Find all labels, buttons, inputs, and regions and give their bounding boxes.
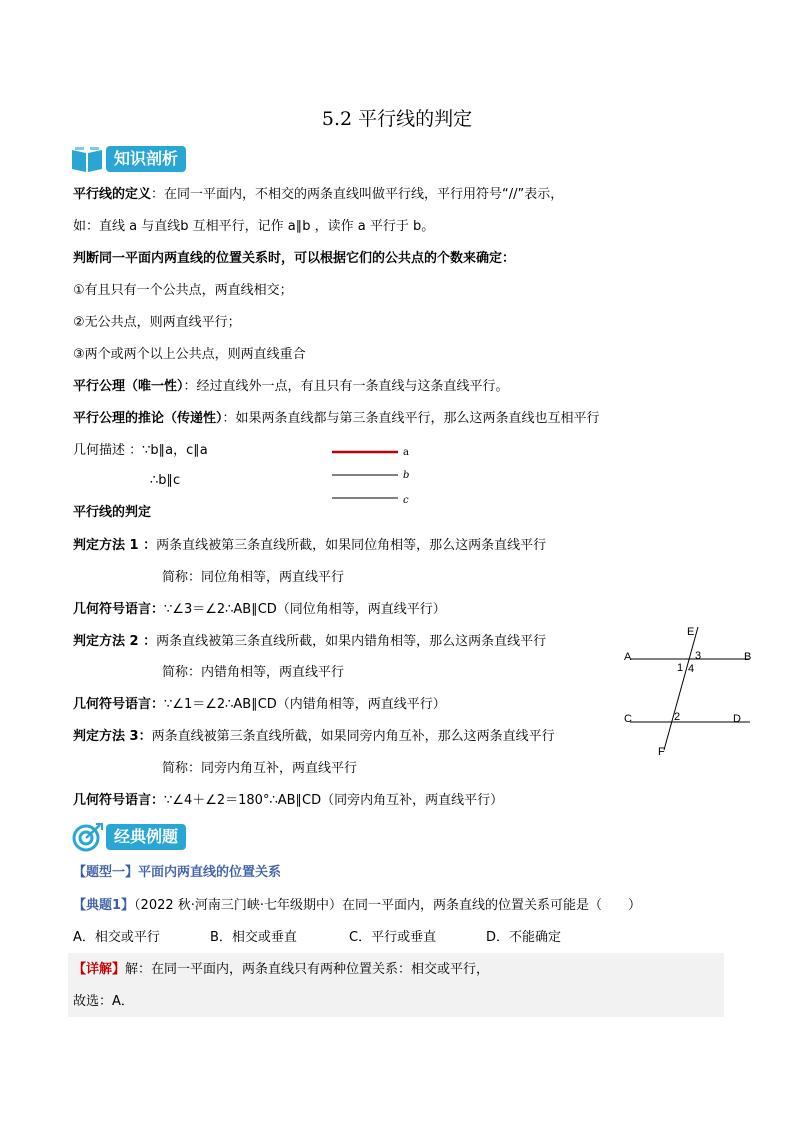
answer-choice: 故选：A． [73,994,134,1009]
book-icon [70,144,104,174]
judge-intro: 判断同一平面内两直线的位置关系时，可以根据它们的公共点的个数来确定： [73,251,516,266]
label-d: D [733,713,741,725]
list-item: ②无公共点，则两直线平行； [73,315,241,330]
label-e: E [687,626,695,638]
label-a: a [403,447,409,458]
list-item: ①有且只有一个公共点，两直线相交； [73,283,293,298]
option-c: C．平行或垂直 [349,930,437,945]
question-1: 【典题1】（2022 秋·河南三门峡·七年级期中）在同一平面内，两条直线的位置关系可能是（ ） [73,898,642,913]
method-1-short: 简称：同位角相等，两直线平行 [162,570,345,585]
option-b: B．相交或垂直 [210,930,297,945]
option-d: D．不能确定 [486,930,562,945]
answer-line: 【详解】解：在同一平面内，两条直线只有两种位置关系：相交或平行， [73,962,490,977]
axiom-line: 平行公理（唯一性）：经过直线外一点，有且只有一条直线与这条直线平行。 [73,379,509,394]
question-type: 【题型一】平面内两直线的位置关系 [73,865,282,880]
label-b: b [403,470,410,481]
label-1: 1 [677,662,684,674]
definition-line: 平行线的定义：在同一平面内，不相交的两条直线叫做平行线，平行用符号“//”表示， [73,187,564,202]
method-2-short: 简称：内错角相等，两直线平行 [162,665,345,680]
parallel-lines-figure [325,440,425,510]
label-4: 4 [688,663,695,675]
option-a: A．相交或平行 [73,930,160,945]
example-line: 如：直线 a 与直线b 互相平行，记作 a∥b ，读作 a 平行于 b。 [73,219,435,234]
angle-figure [620,622,760,762]
label-b: B [744,651,752,663]
label-3: 3 [695,650,702,662]
list-item: ③两个或两个以上公共点，则两直线重合 [73,347,306,362]
section-header-knowledge [70,144,230,174]
section-title: 经典例题 [106,824,186,850]
label-a: A [624,651,632,663]
label-c: c [403,495,409,506]
section-header-examples [70,822,230,852]
geometry-description: 几何描述 ：∵b∥a，c∥a [73,443,208,458]
geometry-conclusion: ∴b∥c [150,473,181,488]
method-2: 判定方法 2 ：两条直线被第三条直线所截，如果内错角相等，那么这两条直线平行 [73,634,547,649]
corollary-line: 平行公理的推论（传递性）：如果两条直线都与第三条直线平行，那么这两条直线也互相平行 [73,411,600,426]
page-title: 5.2 平行线的判定 [321,108,473,130]
method-1: 判定方法 1 ：两条直线被第三条直线所截，如果同位角相等，那么这两条直线平行 [73,538,547,553]
section-title: 知识剖析 [106,146,186,172]
label-c: C [624,713,632,725]
judgement-heading: 平行线的判定 [73,505,152,520]
method-3-short: 简称：同旁内角互补，两直线平行 [162,761,358,776]
method-3-symbol: 几何符号语言：∵∠4＋∠2＝180°∴AB∥CD（同旁内角互补，两直线平行） [73,793,504,808]
label-f: F [658,746,665,758]
label-2: 2 [674,711,681,723]
method-1-symbol: 几何符号语言：∵∠3＝∠2∴AB∥CD（同位角相等，两直线平行） [73,602,446,617]
method-3: 判定方法 3：两条直线被第三条直线所截，如果同旁内角互补，那么这两条直线平行 [73,729,555,744]
target-icon [70,822,104,852]
method-2-symbol: 几何符号语言：∵∠1＝∠2∴AB∥CD（内错角相等，两直线平行） [73,697,446,712]
transversal-ef [664,627,698,750]
